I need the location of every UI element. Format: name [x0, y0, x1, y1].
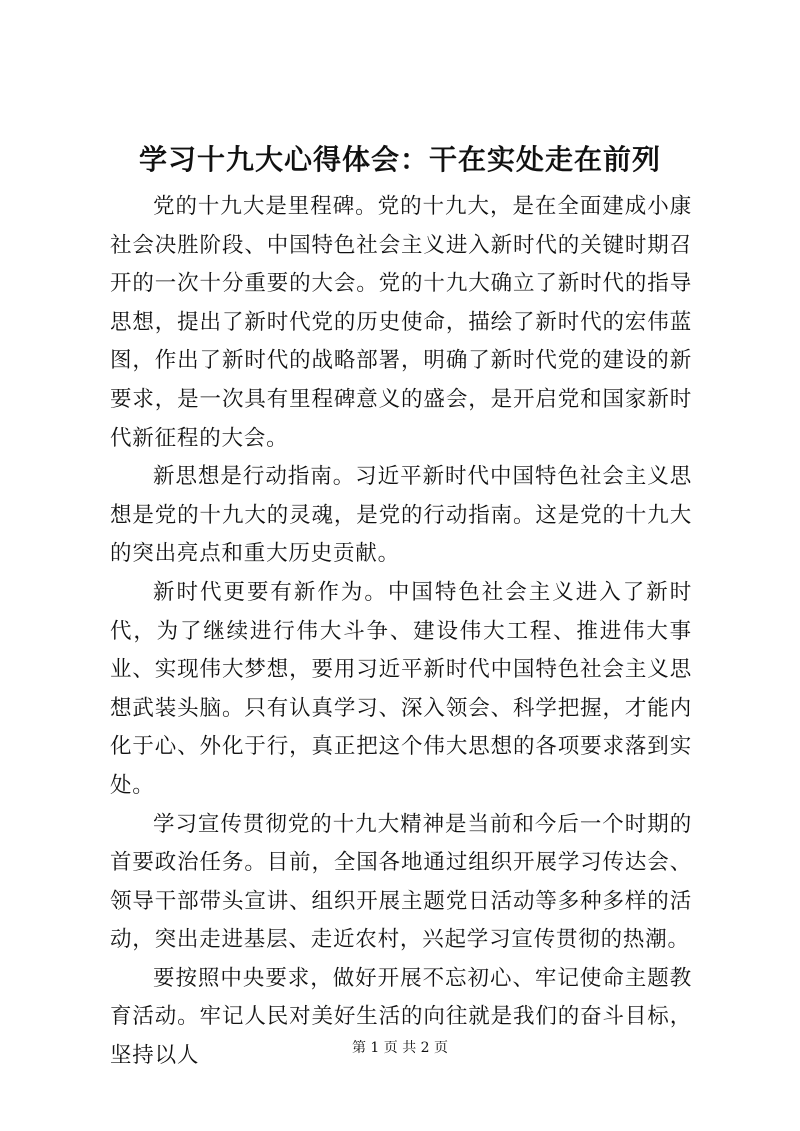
page-footer: 第 1 页 共 2 页 — [351, 1040, 449, 1056]
paragraph-3: 新时代更要有新作为。中国特色社会主义进入了新时代，为了继续进行伟大斗争、建设伟大工程、推进伟大事业、实现伟大梦想，要用习近平新时代中国特色社会主义思想武装头脑。只有认真学习、深入领会、科学把握，才能内化于心、外化于行，真正把这个伟大思想的各项要求落到实处。 — [110, 579, 692, 798]
paragraph-5: 要按照中央要求，做好开展不忘初心、牢记使命主题教育活动。牢记人民对美好生活的向往就是我们的奋斗目标，坚持以人 — [110, 965, 692, 1069]
document-title: 学习十九大心得体会：干在实处走在前列 — [138, 143, 661, 176]
paragraph-1: 党的十九大是里程碑。党的十九大，是在全面建成小康社会决胜阶段、中国特色社会主义进入新时代的关键时期召开的一次十分重要的大会。党的十九大确立了新时代的指导思想，提出了新时代党的历史使命，描绘了新时代的宏伟蓝图，作出了新时代的战略部署，明确了新时代党的建设的新要求，是一次具有里程碑意义的盛会，是开启党和国家新时代新征程的大会。 — [110, 194, 692, 451]
document-body — [110, 188, 692, 1076]
paragraph-2: 新思想是行动指南。习近平新时代中国特色社会主义思想是党的十九大的灵魂，是党的行动指南。这是党的十九大的突出亮点和重大历史贡献。 — [110, 464, 692, 567]
paragraph-4: 学习宣传贯彻党的十九大精神是当前和今后一个时期的首要政治任务。目前，全国各地通过组织开展学习传达会、领导干部带头宣讲、组织开展主题党日活动等多种多样的活动，突出走进基层、走近农村，兴起学习宣传贯彻的热潮。 — [110, 811, 692, 953]
